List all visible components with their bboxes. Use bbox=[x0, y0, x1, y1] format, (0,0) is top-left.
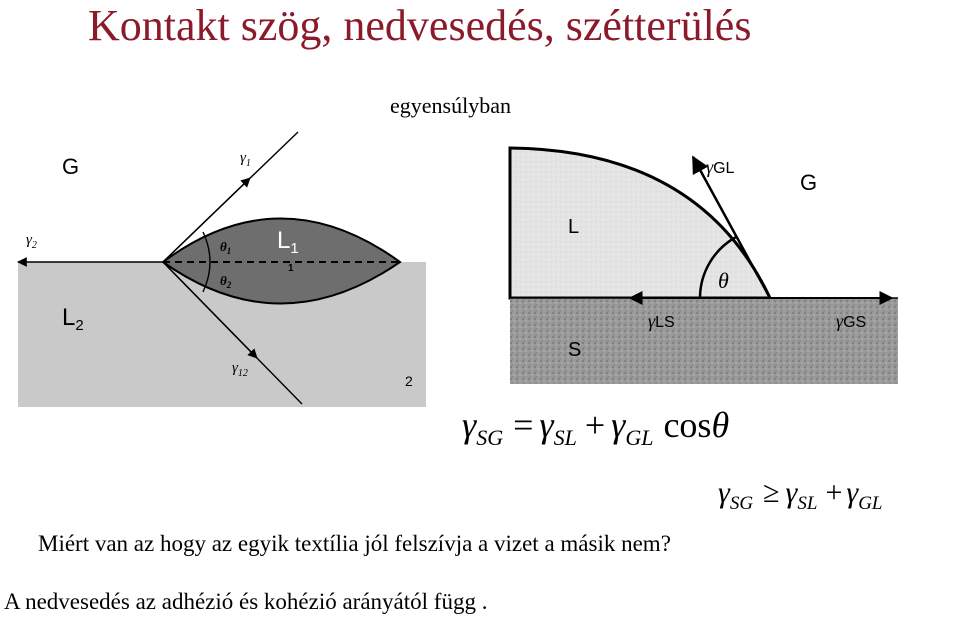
lens-diagram bbox=[18, 132, 426, 407]
spread-g3-sub: GL bbox=[858, 493, 883, 514]
label-gamma-gs bbox=[836, 311, 866, 331]
label-gamma-2 bbox=[26, 232, 37, 251]
spread-g2: γ bbox=[785, 476, 798, 509]
spread-g3: γ bbox=[846, 476, 859, 509]
question-text: Miért van az hogy az egyik textília jól felszívja a vizet a másik nem? bbox=[38, 531, 671, 556]
gamma-ls-sub: LS bbox=[655, 314, 675, 331]
young-cos: cos bbox=[663, 405, 712, 445]
label-right-gas: G bbox=[800, 170, 818, 195]
spread-g1-sub: SG bbox=[729, 493, 754, 514]
label-gamma-ls bbox=[648, 311, 675, 331]
label-region-2: 2 bbox=[405, 373, 413, 389]
label-right-solid: S bbox=[568, 339, 582, 361]
young-plus: + bbox=[584, 405, 606, 445]
gamma-2-symbol: γ bbox=[26, 232, 32, 248]
theta-2-sub: 2 bbox=[226, 280, 232, 290]
label-liquid-2-main: L bbox=[62, 304, 76, 331]
young-g3: γ bbox=[611, 405, 626, 445]
gamma-gs-symbol: γ bbox=[836, 311, 844, 331]
young-g1-sub: SG bbox=[476, 425, 504, 450]
gamma-12-sub: 12 bbox=[237, 368, 248, 379]
gamma-1-symbol: γ bbox=[240, 150, 246, 166]
gamma-gl-sub: GL bbox=[713, 160, 735, 177]
label-contact-angle: θ bbox=[718, 268, 729, 293]
label-gamma-gl bbox=[706, 157, 735, 177]
label-lens-sub: 1 bbox=[290, 240, 299, 257]
young-g2-sub: SL bbox=[553, 425, 577, 450]
spreading-condition bbox=[718, 476, 882, 514]
label-gamma-1 bbox=[240, 150, 251, 169]
gamma-12-symbol: γ bbox=[232, 360, 238, 376]
gamma-gl-symbol: γ bbox=[706, 157, 714, 177]
spread-g1: γ bbox=[718, 476, 730, 509]
label-right-liquid: L bbox=[568, 216, 580, 238]
label-liquid-2-sub: 2 bbox=[75, 317, 84, 334]
spread-plus: + bbox=[825, 476, 843, 509]
label-lens-main: L bbox=[277, 227, 291, 254]
spread-ge: ≥ bbox=[763, 476, 780, 509]
spread-g2-sub: SL bbox=[797, 493, 818, 514]
theta-1-sub: 1 bbox=[226, 246, 232, 256]
young-g2: γ bbox=[539, 405, 554, 445]
droplet-diagram bbox=[510, 148, 898, 384]
gamma-2-sub: 2 bbox=[31, 240, 37, 251]
young-equation bbox=[462, 405, 729, 450]
gamma-1-sub: 1 bbox=[245, 158, 251, 169]
label-interface-1: 1 bbox=[288, 263, 294, 274]
answer-text: A nedvesedés az adhézió és kohézió arányától függ . bbox=[4, 589, 488, 614]
young-eq: = bbox=[513, 405, 534, 445]
gamma-ls-symbol: γ bbox=[648, 311, 656, 331]
slide-title: Kontakt szög, nedvesedés, szétterülés bbox=[88, 1, 752, 50]
young-theta: θ bbox=[711, 405, 730, 445]
gamma-gs-sub: GS bbox=[843, 314, 867, 331]
label-gas: G bbox=[62, 154, 80, 179]
theta-1-symbol: θ bbox=[220, 239, 227, 254]
young-g3-sub: GL bbox=[625, 425, 654, 450]
theta-2-symbol: θ bbox=[220, 273, 227, 288]
young-g1: γ bbox=[462, 405, 477, 445]
subtitle: egyensúlyban bbox=[390, 93, 511, 118]
